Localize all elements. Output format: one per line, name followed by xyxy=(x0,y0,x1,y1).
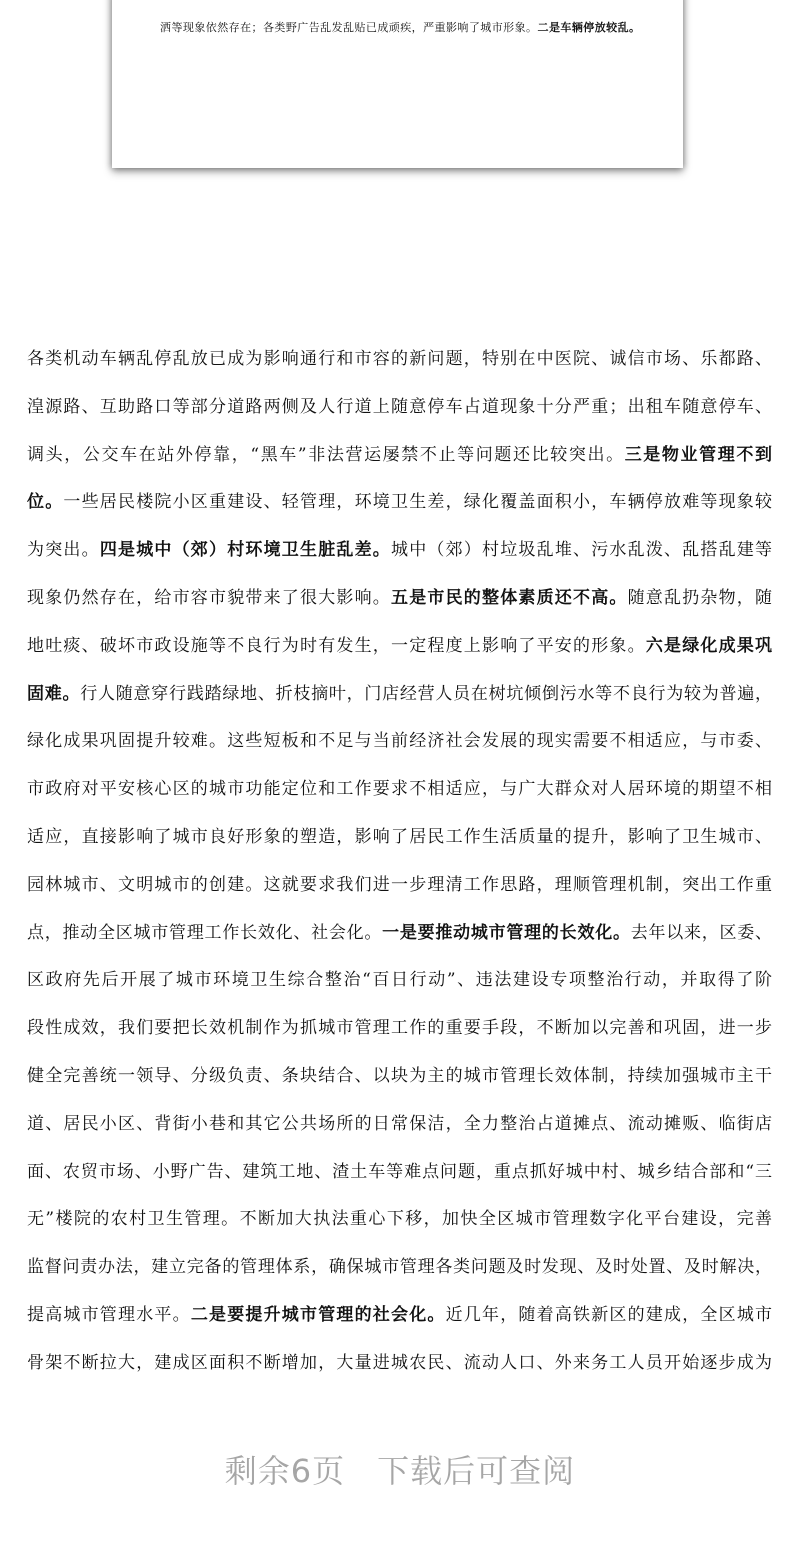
text-segment: 道、居民小区、背街小巷和其它公共场所的日常保洁，全力整治占道摊点、流动摊贩、临街店 xyxy=(27,1113,772,1134)
text-line xyxy=(27,1252,772,1300)
text-line xyxy=(27,1157,772,1205)
text-line xyxy=(27,487,772,535)
text-segment: 适应，直接影响了城市良好形象的塑造，影响了居民工作生活质量的提升，影响了卫生城市、 xyxy=(27,826,772,847)
bold-heading-text: 三是物业管理不到 xyxy=(624,444,772,465)
text-line xyxy=(27,1013,772,1061)
text-line xyxy=(27,679,772,727)
text-line xyxy=(27,774,772,822)
text-line xyxy=(27,631,772,679)
text-segment: 区政府先后开展了城市环境卫生综合整治“百日行动”、违法建设专项整治行动，并取得了阶 xyxy=(27,970,772,991)
text-line xyxy=(27,1348,772,1396)
text-line xyxy=(27,965,772,1013)
text-line xyxy=(27,583,772,631)
bold-heading-text: 位。 xyxy=(27,492,64,513)
text-segment: 城中（郊）村垃圾乱堆、污水乱泼、乱搭乱建等 xyxy=(391,540,773,561)
bold-heading-text: 一是要推动城市管理的长效化。 xyxy=(382,922,631,943)
bold-heading-text: 六是绿化成果巩 xyxy=(645,635,773,656)
text-segment: 无”楼院的农村卫生管理。不断加大执法重心下移，加快全区城市管理数字化平台建设，完善 xyxy=(27,1209,772,1230)
text-segment: 湟源路、互助路口等部分道路两侧及人行道上随意停车占道现象十分严重；出租车随意停车、 xyxy=(27,396,772,417)
text-line xyxy=(27,1204,772,1252)
text-segment: 园林城市、文明城市的创建。这就要求我们进一步理清工作思路，理顺管理机制，突出工作重 xyxy=(27,874,772,895)
text-segment: 洒等现象依然存在；各类野广告乱发乱贴已成顽疾，严重影响了城市形象。 xyxy=(160,21,538,34)
text-segment: 行人随意穿行践踏绿地、折枝摘叶，门店经营人员在树坑倾倒污水等不良行为较为普遍， xyxy=(80,683,773,704)
text-segment: 市政府对平安核心区的城市功能定位和工作要求不相适应，与广大群众对人居环境的期望不相 xyxy=(27,779,772,800)
text-line xyxy=(27,440,772,488)
text-segment: 去年以来，区委、 xyxy=(630,922,773,943)
remaining-pages-label[interactable]: 剩余6页 xyxy=(224,1452,346,1490)
text-segment: 调头，公交车在站外停靠，“黑车”非法营运屡禁不止等问题还比较突出。 xyxy=(27,444,625,465)
download-to-read-label[interactable]: 下载后可查阅 xyxy=(377,1452,576,1490)
text-segment: 绿化成果巩固提升较难。这些短板和不足与当前经济社会发展的现实需要不相适应，与市委、 xyxy=(27,731,772,752)
text-line xyxy=(27,1300,772,1348)
bold-heading-text: 五是市民的整体素质还不高。 xyxy=(391,587,628,608)
preview-text-line xyxy=(160,19,640,35)
text-segment: 各类机动车辆乱停乱放已成为影响通行和市容的新问题，特别在中医院、诚信市场、乐都路、 xyxy=(27,349,772,369)
text-line xyxy=(27,870,772,918)
text-line xyxy=(27,392,772,440)
text-segment: 段性成效，我们要把长效机制作为抓城市管理工作的重要手段，不断加以完善和巩固，进一步 xyxy=(27,1018,772,1039)
bold-heading-text: 二是要提升城市管理的社会化。 xyxy=(190,1304,446,1325)
text-segment: 近几年，随着高铁新区的建成，全区城市 xyxy=(445,1304,773,1325)
text-segment: 地吐痰、破坏市政设施等不良行为时有发生，一定程度上影响了平安的形象。 xyxy=(27,635,646,656)
text-line xyxy=(27,918,772,966)
text-segment: 为突出。 xyxy=(27,540,100,561)
text-line xyxy=(27,344,772,392)
text-line xyxy=(27,822,772,870)
text-segment: 提高城市管理水平。 xyxy=(27,1304,191,1325)
text-segment: 现象仍然存在，给市容市貌带来了很大影响。 xyxy=(27,587,391,608)
document-body xyxy=(27,344,772,1396)
download-prompt[interactable] xyxy=(0,1446,800,1492)
page-preview-card xyxy=(112,0,683,168)
bold-heading-text: 二是车辆停放较乱。 xyxy=(537,21,641,34)
bold-heading-text: 固难。 xyxy=(27,683,81,704)
text-segment: 点，推动全区城市管理工作长效化、社会化。 xyxy=(27,922,383,943)
text-segment: 健全完善统一领导、分级负责、条块结合、以块为主的城市管理长效体制，持续加强城市主干 xyxy=(27,1065,772,1086)
text-segment: 一些居民楼院小区重建设、轻管理，环境卫生差，绿化覆盖面积小，车辆停放难等现象较 xyxy=(63,492,773,513)
text-line xyxy=(27,1109,772,1157)
text-segment: 随意乱扔杂物，随 xyxy=(627,587,773,608)
bold-heading-text: 四是城中（郊）村环境卫生脏乱差。 xyxy=(99,540,392,561)
text-line xyxy=(27,535,772,583)
text-line xyxy=(27,726,772,774)
text-segment: 面、农贸市场、小野广告、建筑工地、渣土车等难点问题，重点抓好城中村、城乡结合部和“三 xyxy=(27,1161,772,1182)
text-line xyxy=(27,1061,772,1109)
text-segment: 监督问责办法，建立完备的管理体系，确保城市管理各类问题及时发现、及时处置、及时解决， xyxy=(27,1257,772,1278)
text-segment: 骨架不断拉大，建成区面积不断增加，大量进城农民、流动人口、外来务工人员开始逐步成为 xyxy=(27,1352,772,1373)
